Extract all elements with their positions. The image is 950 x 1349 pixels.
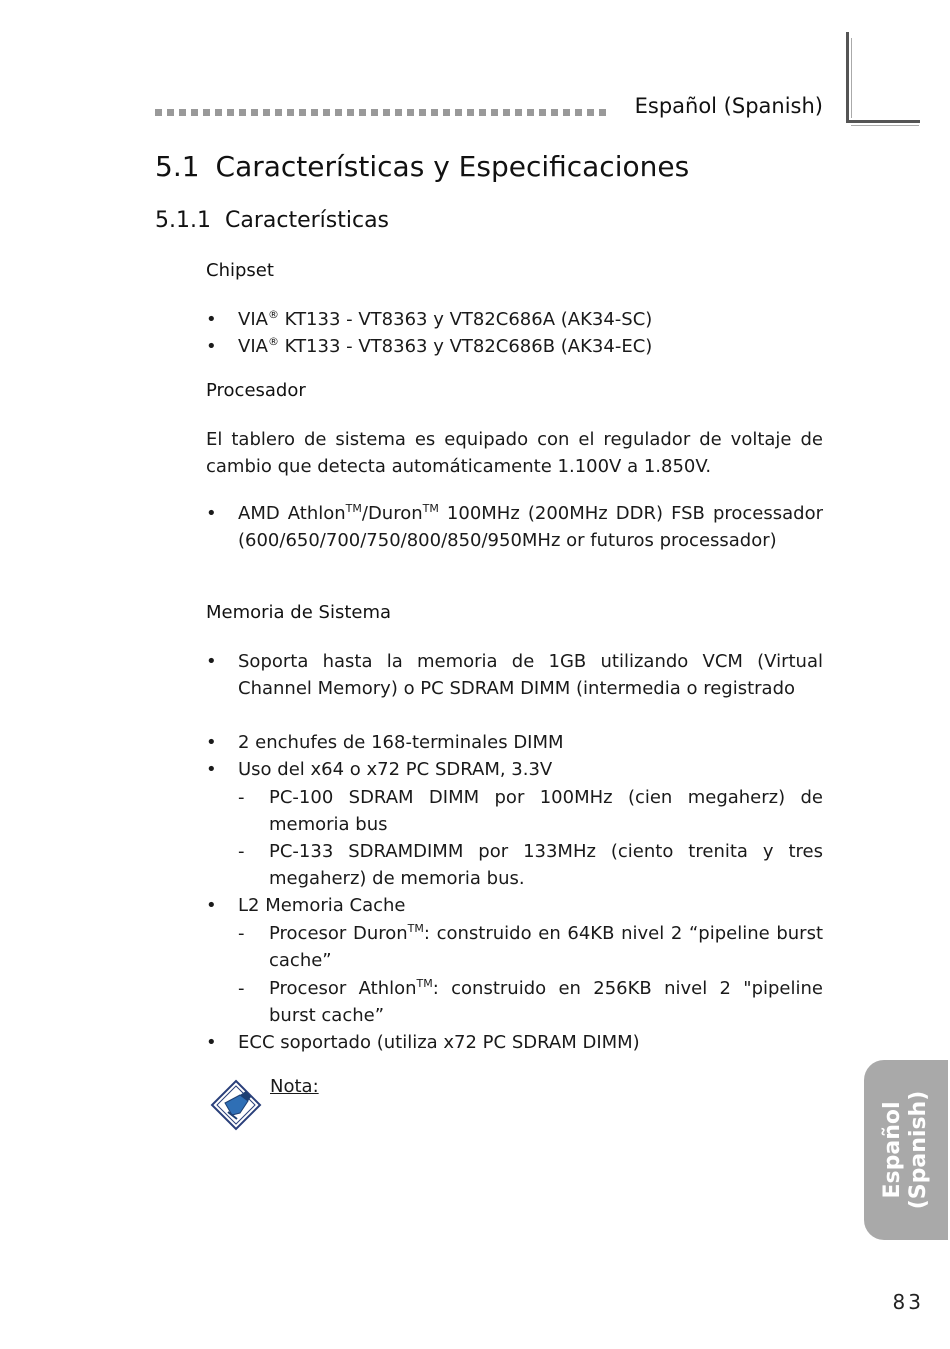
bullet-mark: • [206, 503, 217, 524]
header-dot [371, 109, 378, 116]
cache-text-part: : construido en 256KB nivel 2 "pipeline burst cache” [269, 978, 823, 1026]
header-dot [503, 109, 510, 116]
corner-mark-horizontal-light [851, 125, 919, 126]
page-header [155, 94, 823, 128]
chipset-item-text [238, 306, 823, 333]
bullet-mark: • [206, 732, 217, 753]
chipset-brand: VIA [238, 336, 268, 357]
header-dot [179, 109, 186, 116]
processor-text-part: 100MHz (200MHz DDR) FSB processador (600/650/700/750/800/850/950MHz or futuros processador) [238, 503, 823, 551]
bullet-mark: • [206, 759, 217, 780]
processor-text-part: AMD Athlon [238, 503, 346, 524]
memory-heading: Memoria de Sistema [206, 602, 392, 623]
header-dot [227, 109, 234, 116]
page-number: 83 [892, 1290, 924, 1314]
note-label: Nota: [270, 1076, 319, 1097]
processor-text-part: /Duron [361, 503, 423, 524]
bullet-mark: • [206, 651, 217, 672]
side-tab-line: (Spanish) [906, 1090, 931, 1210]
header-dot [275, 109, 282, 116]
header-dot [263, 109, 270, 116]
header-dot [395, 109, 402, 116]
memory-item-text: 2 enchufes de 168-terminales DIMM [238, 732, 564, 753]
processor-heading: Procesador [206, 380, 306, 401]
side-tab-line: Español [880, 1101, 905, 1199]
header-dot [443, 109, 450, 116]
memory-sub-item-text [269, 920, 823, 974]
registered-mark: ® [267, 335, 279, 348]
header-dot [539, 109, 546, 116]
dash-mark: - [238, 841, 245, 862]
subsection-heading [155, 208, 389, 233]
header-dot [335, 109, 342, 116]
section-number: 5.1 [155, 150, 200, 183]
side-tab-text [880, 1091, 932, 1210]
header-dot [251, 109, 258, 116]
header-dot [419, 109, 426, 116]
memory-item-text: L2 Memoria Cache [238, 895, 406, 916]
memory-item-text: Uso del x64 o x72 PC SDRAM, 3.3V [238, 759, 553, 780]
header-dot [479, 109, 486, 116]
header-dot [203, 109, 210, 116]
dash-mark: - [238, 923, 245, 944]
header-dot [551, 109, 558, 116]
dash-mark: - [238, 787, 245, 808]
bullet-mark: • [206, 895, 217, 916]
header-dot [287, 109, 294, 116]
side-language-tab [864, 1060, 948, 1240]
processor-paragraph: El tablero de sistema es equipado con el regulador de voltaje de cambio que detecta automáticamente 1.100V a 1.850V. [206, 429, 823, 477]
registered-mark: ® [267, 308, 279, 321]
cache-text-part: : construido en 64KB nivel 2 “pipeline burst cache” [269, 923, 824, 971]
subsection-title: Características [224, 208, 390, 233]
cache-text-part: Procesor Duron [269, 923, 408, 944]
header-dot [407, 109, 414, 116]
chipset-model: KT133 - VT8363 y VT82C686A (AK34-SC) [278, 309, 653, 330]
cache-text-part: Procesor Athlon [269, 978, 417, 999]
memory-sub-item-text: PC-100 SDRAM DIMM por 100MHz (cien megaherz) de memoria bus [269, 787, 823, 835]
memory-item-text: ECC soportado (utiliza x72 PC SDRAM DIMM) [238, 1032, 640, 1053]
header-dot [467, 109, 474, 116]
header-dot [587, 109, 594, 116]
corner-mark-horizontal [846, 120, 920, 123]
subsection-number: 5.1.1 [155, 208, 211, 233]
header-dot [191, 109, 198, 116]
corner-mark-vertical [846, 32, 849, 122]
chipset-heading: Chipset [206, 260, 274, 281]
bullet-mark: • [206, 336, 217, 357]
header-dot [323, 109, 330, 116]
header-language: Español (Spanish) [634, 94, 823, 118]
corner-mark-vertical-light [851, 38, 852, 118]
note-pencil-icon [210, 1079, 262, 1131]
header-dot [563, 109, 570, 116]
memory-sub-item-text [269, 975, 823, 1029]
chipset-brand: VIA [238, 309, 268, 330]
header-dot [239, 109, 246, 116]
header-dot [311, 109, 318, 116]
header-dot [215, 109, 222, 116]
chipset-item-text [238, 333, 823, 360]
header-dot [575, 109, 582, 116]
chipset-model: KT133 - VT8363 y VT82C686B (AK34-EC) [278, 336, 653, 357]
section-heading [155, 150, 689, 183]
header-dot [515, 109, 522, 116]
trademark-mark: TM [345, 502, 362, 515]
header-dot [299, 109, 306, 116]
header-dot [383, 109, 390, 116]
memory-item-text: Soporta hasta la memoria de 1GB utilizando VCM (Virtual Channel Memory) o PC SDRAM DIMM (intermedia o registrado [238, 651, 823, 699]
dash-mark: - [238, 978, 245, 999]
header-dot [599, 109, 606, 116]
header-dot [527, 109, 534, 116]
header-dot [155, 109, 162, 116]
header-dot [491, 109, 498, 116]
trademark-mark: TM [422, 502, 439, 515]
header-dot [431, 109, 438, 116]
processor-item-text [238, 500, 823, 554]
header-dot [167, 109, 174, 116]
section-title: Características y Especificaciones [215, 150, 690, 183]
header-dot [347, 109, 354, 116]
trademark-mark: TM [407, 922, 424, 935]
trademark-mark: TM [416, 977, 433, 990]
bullet-mark: • [206, 1032, 217, 1053]
header-dot [455, 109, 462, 116]
header-dot-rule [155, 109, 606, 116]
bullet-mark: • [206, 309, 217, 330]
memory-sub-item-text: PC-133 SDRAMDIMM por 133MHz (ciento trenita y tres megaherz) de memoria bus. [269, 841, 823, 889]
header-dot [359, 109, 366, 116]
